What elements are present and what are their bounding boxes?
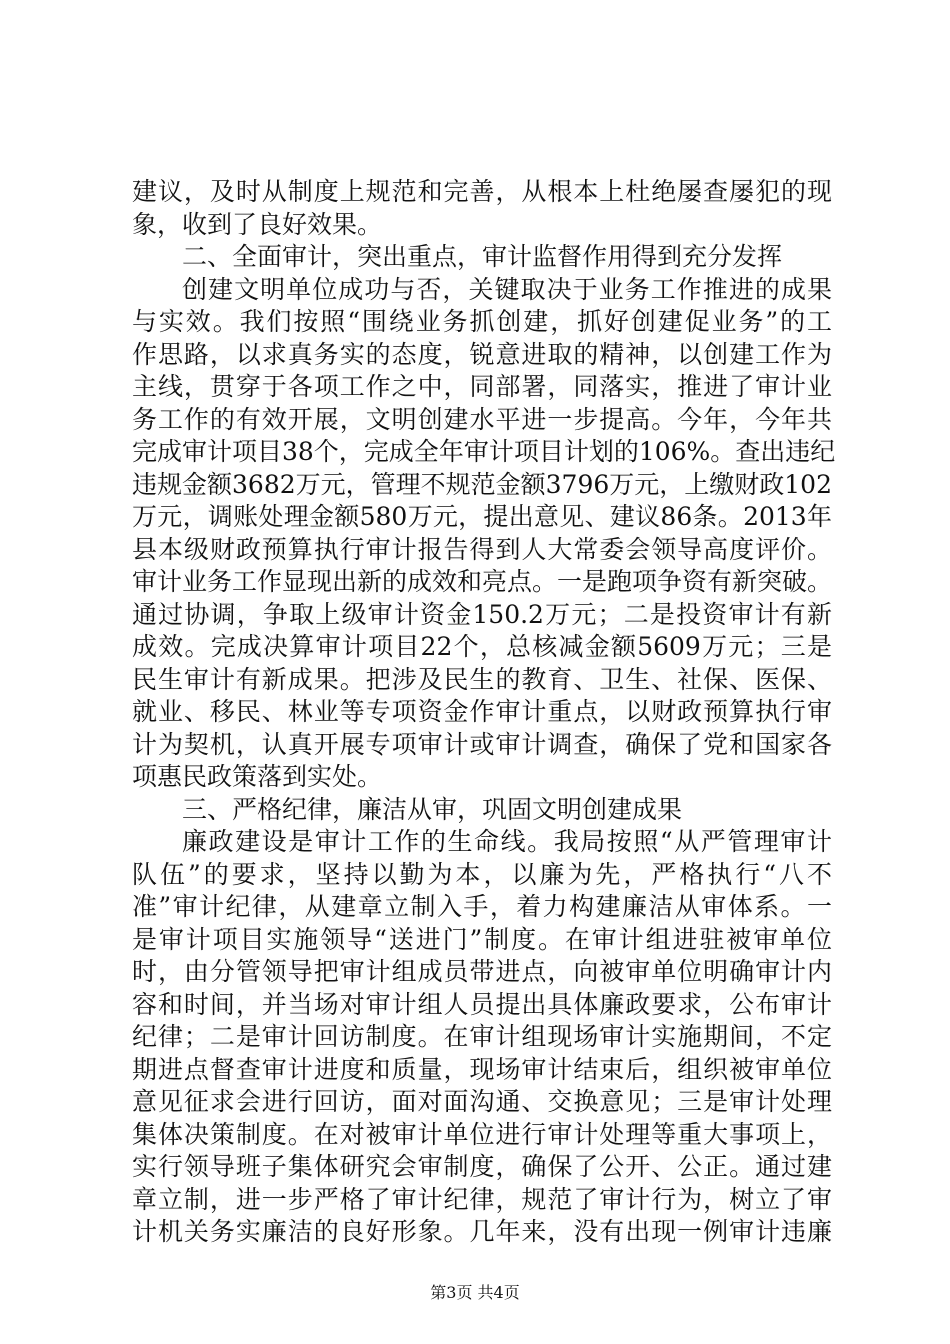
text-line: 廉政建设是审计工作的生命线。我局按照“从严管理审计 xyxy=(182,827,832,856)
text-line: 是审计项目实施领导“送进门”制度。在审计组进驻被审单位 xyxy=(132,924,832,954)
text-line: 成效。完成决算审计项目22个，总核减金额5609万元；三是 xyxy=(132,632,832,661)
text-line: 时，由分管领导把审计组成员带进点，向被审单位明确审计内 xyxy=(132,957,832,986)
page-footer xyxy=(0,1280,950,1303)
text-line: 民生审计有新成果。把涉及民生的教育、卫生、社保、医保、 xyxy=(132,664,832,694)
text-line: 作思路，以求真务实的态度，锐意进取的精神，以创建工作为 xyxy=(132,339,832,369)
text-line: 就业、移民、林业等专项资金作审计重点，以财政预算执行审 xyxy=(132,697,832,726)
text-line: 务工作的有效开展，文明创建水平进一步提高。今年，今年共 xyxy=(132,404,832,434)
text-line: 期进点督查审计进度和质量，现场审计结束后，组织被审单位 xyxy=(132,1054,832,1084)
text-line: 违规金额3682万元，管理不规范金额3796万元，上缴财政102 xyxy=(132,469,832,499)
text-line: 建议，及时从制度上规范和完善，从根本上杜绝屡查屡犯的现 xyxy=(132,177,832,206)
text-line: 集体决策制度。在对被审计单位进行审计处理等重大事项上， xyxy=(132,1119,832,1149)
text-line: 三、严格纪律，廉洁从审，巩固文明创建成果 xyxy=(182,794,683,824)
text-line: 通过协调，争取上级审计资金150.2万元；二是投资审计有新 xyxy=(132,599,832,629)
text-line: 容和时间，并当场对审计组人员提出具体廉政要求，公布审计 xyxy=(132,989,832,1019)
text-line: 万元，调账处理金额580万元，提出意见、建议86条。2013年 xyxy=(132,502,832,531)
text-line: 计机关务实廉洁的良好形象。几年来，没有出现一例审计违廉 xyxy=(132,1217,832,1246)
text-line: 章立制，进一步严格了审计纪律，规范了审计行为，树立了审 xyxy=(132,1184,832,1214)
text-line: 与实效。我们按照“围绕业务抓创建，抓好创建促业务”的工 xyxy=(132,307,832,336)
text-line: 审计业务工作显现出新的成效和亮点。一是跑项争资有新突破。 xyxy=(132,567,833,596)
document-body xyxy=(132,176,836,1249)
text-line: 纪律；二是审计回访制度。在审计组现场审计实施期间，不定 xyxy=(132,1022,832,1051)
text-line: 实行领导班子集体研究会审制度，确保了公开、公正。通过建 xyxy=(132,1152,832,1181)
text-line: 意见征求会进行回访，面对面沟通、交换意见；三是审计处理 xyxy=(132,1087,832,1116)
text-line: 准”审计纪律，从建章立制入手，着力构建廉洁从审体系。一 xyxy=(132,892,832,921)
text-line: 县本级财政预算执行审计报告得到人大常委会领导高度评价。 xyxy=(132,534,832,564)
text-line: 主线，贯穿于各项工作之中，同部署，同落实，推进了审计业 xyxy=(132,372,832,401)
page-number: 第3页 共4页 xyxy=(430,1283,520,1302)
text-line: 完成审计项目38个，完成全年审计项目计划的106%。查出违纪 xyxy=(132,437,836,466)
text-line: 象，收到了良好效果。 xyxy=(132,209,383,239)
text-line: 二、全面审计，突出重点，审计监督作用得到充分发挥 xyxy=(182,242,783,271)
text-line: 创建文明单位成功与否，关键取决于业务工作推进的成果 xyxy=(182,274,832,304)
text-line: 队伍”的要求，坚持以勤为本，以廉为先，严格执行“八不 xyxy=(132,859,832,889)
text-line: 计为契机，认真开展专项审计或审计调查，确保了党和国家各 xyxy=(132,729,832,759)
text-line: 项惠民政策落到实处。 xyxy=(132,762,383,791)
